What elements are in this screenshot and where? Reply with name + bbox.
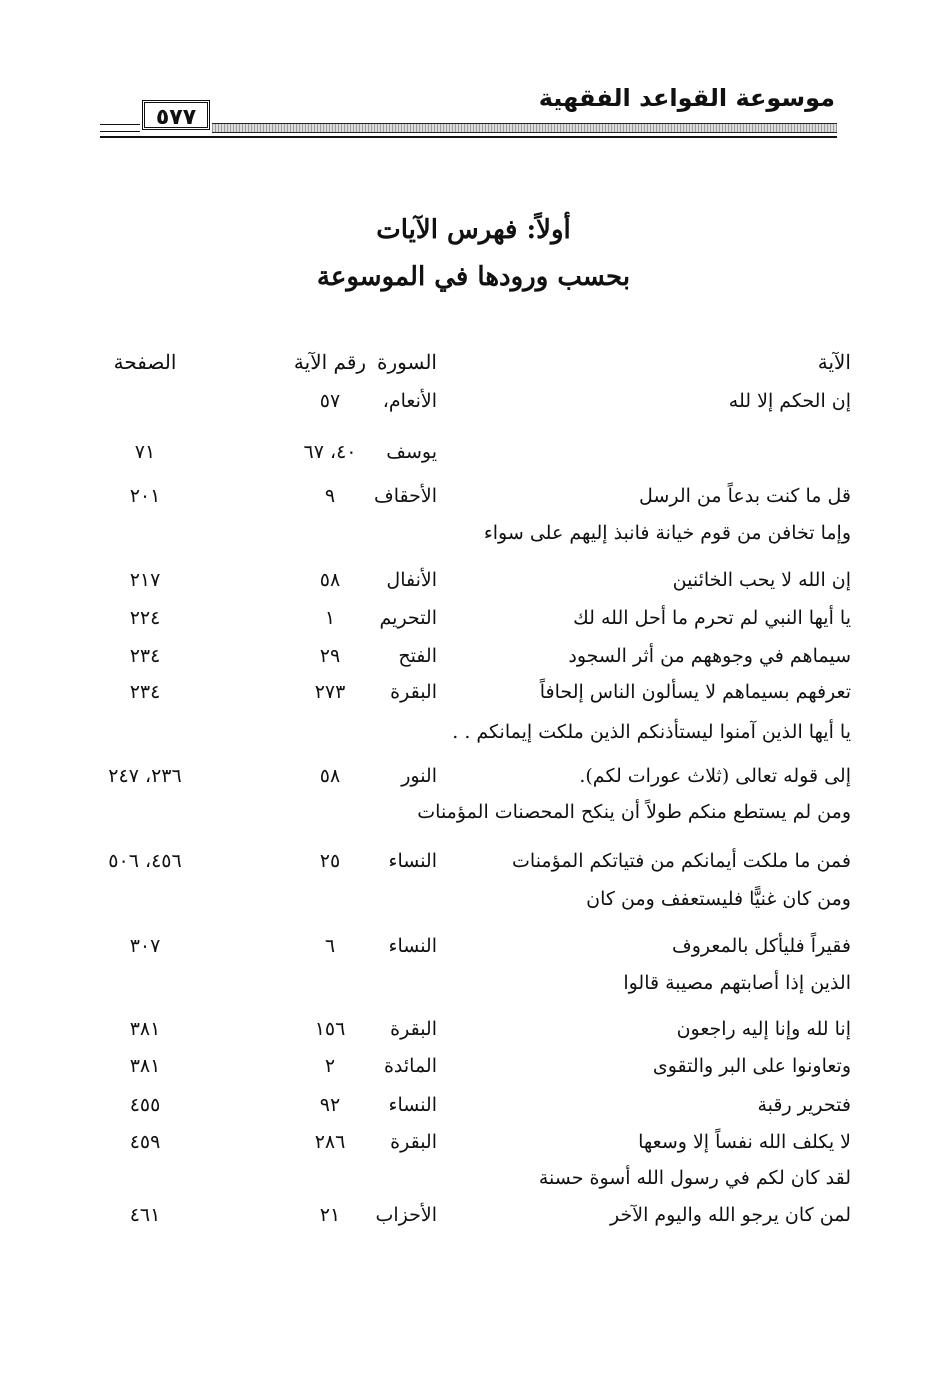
ayah-text: إلى قوله تعالى (ثلاث عورات لكم). xyxy=(579,765,851,787)
ayah-number: ٤٠، ٦٧ xyxy=(303,441,357,463)
sura-name: النساء xyxy=(388,850,437,872)
table-row xyxy=(0,437,947,473)
ayah-text: ومن لم يستطع منكم طولاً أن ينكح المحصنات المؤمنات xyxy=(417,801,851,823)
table-row xyxy=(0,1127,947,1163)
table-row xyxy=(0,603,947,639)
ayah-number: ٥٨ xyxy=(319,765,341,787)
table-row xyxy=(0,1014,947,1050)
page-ref: ٤٥٥ xyxy=(129,1094,161,1116)
table-row xyxy=(0,1163,947,1199)
table-row xyxy=(0,797,947,833)
ayah-number: ٦ xyxy=(324,935,336,957)
ayah-text: إنا لله وإنا إليه راجعون xyxy=(676,1018,851,1040)
page-ref: ٢٠١ xyxy=(129,485,161,507)
page-ref: ٢١٧ xyxy=(129,569,161,591)
ayah-number: ١ xyxy=(324,607,336,629)
table-row xyxy=(0,1051,947,1087)
page-ref: ٤٥٦، ٥٠٦ xyxy=(108,850,182,872)
ayah-text: سيماهم في وجوههم من أثر السجود xyxy=(568,645,851,667)
ayah-text: وإما تخافن من قوم خيانة فانبذ إليهم على سواء xyxy=(483,522,851,544)
ayah-text: لمن كان يرجو الله واليوم الآخر xyxy=(610,1204,851,1226)
ayah-number: ٢٩ xyxy=(319,645,341,667)
table-row xyxy=(0,884,947,920)
ayah-text: ومن كان غنيًّا فليستعفف ومن كان xyxy=(586,888,851,910)
ayah-number: ٢ xyxy=(324,1055,336,1077)
index-title: أولاً: فهرس الآيات xyxy=(376,215,571,245)
header-rule-left xyxy=(100,124,140,132)
sura-name: الأحقاف xyxy=(374,485,437,507)
ayah-text: لقد كان لكم في رسول الله أسوة حسنة xyxy=(538,1167,851,1189)
ayah-text: فمن ما ملكت أيمانكم من فتياتكم المؤمنات xyxy=(512,850,851,872)
ayah-text: وتعاونوا على البر والتقوى xyxy=(652,1055,851,1077)
sura-name: النور xyxy=(401,765,437,787)
ayah-number: ٥٨ xyxy=(319,569,341,591)
header-rule xyxy=(212,123,837,133)
column-header-ayah: الآية xyxy=(817,350,851,374)
ayah-text: يا أيها الذين آمنوا ليستأذنكم الذين ملكت إيمانكم . . xyxy=(452,721,851,743)
ayah-text: فقيراً فليأكل بالمعروف xyxy=(672,935,851,957)
sura-name: التحريم xyxy=(379,607,437,629)
table-row xyxy=(0,1200,947,1236)
ayah-number: ٩٢ xyxy=(319,1094,341,1116)
page-ref: ٣٨١ xyxy=(129,1018,161,1040)
page-ref: ٤٦١ xyxy=(129,1204,161,1226)
page-ref: ٢٣٤ xyxy=(129,645,161,667)
page-number: ٥٧٧ xyxy=(142,100,210,130)
table-row xyxy=(0,641,947,677)
sura-name: البقرة xyxy=(390,1131,437,1153)
sura-name: النساء xyxy=(388,1094,437,1116)
table-row xyxy=(0,386,947,422)
page-ref: ٣٨١ xyxy=(129,1055,161,1077)
table-row xyxy=(0,931,947,967)
ayah-number: ٩ xyxy=(324,485,336,507)
sura-name: الأنفال xyxy=(386,569,437,591)
table-row xyxy=(0,565,947,601)
table-row xyxy=(0,518,947,554)
index-subtitle: بحسب ورودها في الموسوعة xyxy=(316,262,631,292)
ayah-text: الذين إذا أصابتهم مصيبة قالوا xyxy=(623,972,851,994)
ayah-text: تعرفهم بسيماهم لا يسألون الناس إلحافاً xyxy=(539,681,851,703)
sura-name: الأنعام، xyxy=(382,390,437,412)
sura-name: البقرة xyxy=(390,681,437,703)
header-underline xyxy=(100,136,837,138)
book-title: موسوعة القواعد الفقهية xyxy=(538,84,835,112)
ayah-text: فتحرير رقبة xyxy=(757,1094,851,1116)
table-row xyxy=(0,968,947,1004)
sura-name: البقرة xyxy=(390,1018,437,1040)
ayah-text: لا يكلف الله نفساً إلا وسعها xyxy=(638,1131,851,1153)
ayah-text: يا أيها النبي لم تحرم ما أحل الله لك xyxy=(573,607,851,629)
table-row xyxy=(0,1090,947,1126)
ayah-text: إن الحكم إلا لله xyxy=(728,390,851,412)
table-row xyxy=(0,677,947,713)
ayah-number: ٢٨٦ xyxy=(314,1131,346,1153)
page-ref: ٢٣٤ xyxy=(129,681,161,703)
ayah-number: ٥٧ xyxy=(319,390,341,412)
page-ref: ٤٥٩ xyxy=(129,1131,161,1153)
column-header-ayah-number: رقم الآية xyxy=(293,350,367,374)
table-row xyxy=(0,717,947,753)
column-headers xyxy=(0,347,947,383)
page-ref: ٣٠٧ xyxy=(129,935,161,957)
page-ref: ٧١ xyxy=(134,441,156,463)
ayah-number: ٢٥ xyxy=(319,850,341,872)
ayah-number: ٢١ xyxy=(319,1204,341,1226)
ayah-number: ١٥٦ xyxy=(314,1018,346,1040)
sura-name: المائدة xyxy=(383,1055,437,1077)
table-row xyxy=(0,481,947,517)
ayah-number: ٢٧٣ xyxy=(314,681,346,703)
column-header-page: الصفحة xyxy=(113,350,177,374)
page-ref: ٢٢٤ xyxy=(129,607,161,629)
ayah-text: قل ما كنت بدعاً من الرسل xyxy=(639,485,851,507)
column-header-sura: السورة xyxy=(377,350,437,374)
sura-name: يوسف xyxy=(386,441,437,463)
table-row xyxy=(0,846,947,882)
sura-name: النساء xyxy=(388,935,437,957)
ayah-text: إن الله لا يحب الخائنين xyxy=(672,569,851,591)
sura-name: الأحزاب xyxy=(375,1204,437,1226)
page-ref: ٢٣٦، ٢٤٧ xyxy=(108,765,182,787)
sura-name: الفتح xyxy=(398,645,437,667)
table-row xyxy=(0,761,947,797)
